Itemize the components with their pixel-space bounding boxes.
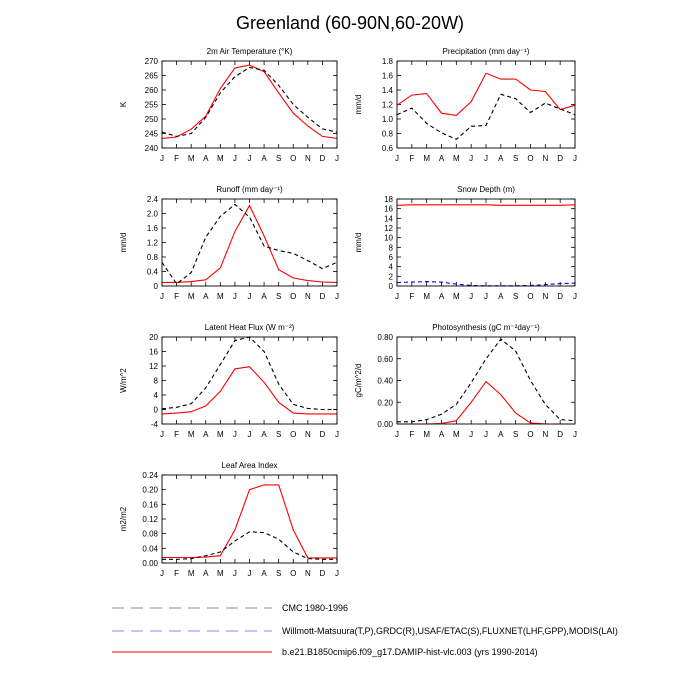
obs-series-line [397, 94, 575, 139]
plot-frame [162, 337, 337, 424]
y-tick-label: 2.0 [146, 209, 158, 219]
x-tick-label: D [319, 154, 326, 163]
panel-title: 2m Air Temperature (°K) [206, 47, 293, 56]
y-tick-label: 10 [384, 233, 393, 243]
plot-frame [397, 199, 575, 286]
x-tick-label: O [527, 292, 534, 301]
model-series-line [162, 206, 337, 283]
y-axis-label: gC/m^2/d [354, 363, 363, 398]
x-tick-label: J [484, 154, 488, 163]
x-tick-label: S [512, 154, 519, 163]
x-tick-label: M [423, 292, 431, 301]
obs-series-line [397, 339, 575, 422]
x-tick-label: J [469, 292, 474, 301]
x-tick-label: O [290, 292, 297, 301]
chart-panel-7 [119, 461, 339, 578]
plot-frame [162, 61, 337, 148]
y-tick-label: 0.4 [146, 267, 158, 277]
x-tick-label: M [216, 569, 224, 578]
y-tick-label: 0.20 [377, 398, 393, 408]
chart-panel-2 [354, 47, 577, 163]
x-tick-label: F [174, 154, 180, 163]
x-tick-label: J [232, 430, 237, 439]
x-tick-label: D [557, 154, 564, 163]
y-tick-label: 265 [144, 71, 158, 81]
y-tick-label: 0.40 [377, 376, 393, 386]
panel-title: Precipitation (mm day⁻¹) [442, 47, 530, 56]
x-tick-label: M [452, 154, 460, 163]
x-tick-label: N [304, 154, 311, 163]
x-tick-label: J [247, 569, 252, 578]
obs-series-line [162, 67, 337, 136]
plot-frame [397, 337, 575, 424]
x-tick-label: J [232, 292, 237, 301]
y-tick-label: 1.2 [146, 238, 158, 248]
x-tick-label: A [203, 154, 209, 163]
y-tick-label: -4 [150, 420, 158, 429]
y-tick-label: 12 [384, 224, 393, 233]
y-tick-label: 6 [388, 253, 393, 262]
x-tick-label: J [395, 292, 399, 301]
y-tick-label: 0 [388, 282, 393, 291]
figure-title: Greenland (60-90N,60-20W) [235, 13, 465, 33]
x-tick-label: N [304, 569, 311, 578]
y-tick-label: 16 [384, 204, 393, 214]
panel-title: Latent Heat Flux (W m⁻²) [204, 323, 295, 332]
y-tick-label: 240 [144, 144, 158, 153]
y-tick-label: 0.08 [142, 529, 158, 539]
y-tick-label: 4 [388, 262, 393, 272]
x-tick-label: N [304, 430, 311, 439]
y-tick-label: 0.20 [142, 485, 158, 495]
chart-panel-1 [119, 47, 339, 163]
x-tick-label: F [409, 154, 415, 163]
y-tick-label: 260 [144, 86, 158, 95]
y-tick-label: 1.2 [381, 100, 393, 110]
x-tick-label: J [484, 430, 488, 439]
x-tick-label: A [261, 292, 267, 301]
x-tick-label: F [174, 430, 180, 439]
x-tick-label: J [484, 292, 488, 301]
x-tick-label: D [319, 292, 326, 301]
y-tick-label: 1.6 [146, 224, 158, 233]
x-tick-label: J [573, 292, 577, 301]
legend [112, 603, 618, 657]
x-tick-label: S [512, 430, 519, 439]
x-tick-label: F [409, 292, 415, 301]
x-tick-label: J [395, 154, 399, 163]
y-tick-label: 1.6 [381, 71, 393, 81]
x-tick-label: N [304, 292, 311, 301]
y-tick-label: 0.24 [142, 471, 158, 480]
panel-title: Leaf Area Index [221, 461, 278, 470]
x-tick-label: M [187, 569, 195, 578]
x-tick-label: M [452, 430, 460, 439]
model-series-line [397, 73, 575, 115]
x-tick-label: S [275, 154, 282, 163]
y-tick-label: 0.8 [146, 253, 158, 262]
y-tick-label: 2.4 [146, 195, 158, 204]
y-tick-label: 0.00 [142, 559, 158, 568]
y-tick-label: 4 [153, 391, 158, 400]
model-series-line [397, 205, 575, 206]
y-tick-label: 0.16 [142, 500, 158, 510]
x-tick-label: O [290, 569, 297, 578]
y-tick-label: 0 [153, 282, 158, 291]
panel-title: Photosynthesis (gC m⁻²day⁻¹) [432, 323, 540, 332]
x-tick-label: J [247, 292, 252, 301]
y-tick-label: 1.8 [381, 57, 393, 66]
x-tick-label: J [335, 430, 339, 439]
x-tick-label: O [527, 430, 534, 439]
y-tick-label: 270 [144, 57, 158, 66]
x-tick-label: J [335, 569, 339, 578]
x-tick-label: O [527, 154, 534, 163]
x-tick-label: J [335, 292, 339, 301]
y-tick-label: 0.60 [377, 354, 393, 364]
x-tick-label: F [409, 430, 415, 439]
x-tick-label: A [498, 154, 504, 163]
x-tick-label: J [469, 154, 474, 163]
x-tick-label: A [261, 154, 267, 163]
x-tick-label: D [557, 292, 564, 301]
x-tick-label: S [275, 569, 282, 578]
model-series-line [162, 485, 337, 558]
y-tick-label: 0.04 [142, 544, 158, 554]
x-tick-label: N [542, 430, 549, 439]
y-tick-label: 18 [384, 195, 393, 204]
y-axis-label: mm/d [119, 232, 128, 253]
y-tick-label: 20 [149, 333, 158, 342]
x-tick-label: A [203, 430, 209, 439]
x-tick-label: D [319, 430, 326, 439]
chart-panel-3 [119, 185, 339, 301]
obs-series-line [162, 532, 337, 560]
y-tick-label: 0.6 [381, 144, 393, 153]
x-tick-label: J [232, 154, 237, 163]
x-tick-label: A [498, 292, 504, 301]
x-tick-label: M [452, 292, 460, 301]
y-tick-label: 0.8 [381, 129, 393, 139]
x-tick-label: M [423, 154, 431, 163]
x-tick-label: J [335, 154, 339, 163]
x-tick-label: S [512, 292, 519, 301]
y-tick-label: 2 [388, 272, 393, 282]
chart-panel-5 [119, 323, 339, 439]
panel-title: Snow Depth (m) [457, 185, 515, 194]
x-tick-label: F [174, 569, 180, 578]
panel-title: Runoff (mm day⁻¹) [216, 185, 283, 194]
legend-label: b.e21.B1850cmip6.f09_g17.DAMIP-hist-vlc.003 (yrs 1990-2014) [282, 647, 538, 657]
obs-series-line [162, 204, 337, 283]
x-tick-label: M [216, 430, 224, 439]
x-tick-label: J [469, 430, 474, 439]
x-tick-label: A [438, 430, 445, 439]
y-axis-label: W/m^2 [119, 368, 128, 393]
x-tick-label: M [187, 430, 195, 439]
x-tick-label: O [290, 154, 297, 163]
plot-frame [162, 475, 337, 563]
y-tick-label: 0.12 [142, 515, 158, 524]
y-axis-label: mm/d [354, 232, 363, 253]
x-tick-label: O [290, 430, 297, 439]
y-tick-label: 245 [144, 129, 158, 139]
x-tick-label: J [573, 154, 577, 163]
model-series-line [162, 367, 337, 414]
x-tick-label: F [174, 292, 180, 301]
x-tick-label: M [216, 154, 224, 163]
panels [119, 47, 577, 578]
y-tick-label: 16 [149, 347, 158, 357]
y-tick-label: 0.80 [377, 333, 393, 342]
x-tick-label: J [160, 430, 164, 439]
obs-series-line [162, 337, 337, 410]
y-tick-label: 250 [144, 115, 158, 124]
x-tick-label: M [187, 292, 195, 301]
x-tick-label: J [160, 154, 164, 163]
x-tick-label: J [160, 569, 164, 578]
y-tick-label: 14 [384, 214, 393, 224]
legend-label: CMC 1980-1996 [282, 603, 349, 613]
x-tick-label: D [319, 569, 326, 578]
x-tick-label: M [187, 154, 195, 163]
x-tick-label: N [542, 292, 549, 301]
y-tick-label: 0 [153, 405, 158, 415]
x-tick-label: A [438, 292, 445, 301]
x-tick-label: M [423, 430, 431, 439]
y-tick-label: 1.4 [381, 86, 393, 95]
y-tick-label: 1.0 [381, 115, 393, 124]
x-tick-label: N [542, 154, 549, 163]
x-tick-label: J [160, 292, 164, 301]
x-tick-label: J [573, 430, 577, 439]
model-series-line [162, 65, 337, 138]
x-tick-label: S [275, 430, 282, 439]
plot-frame [162, 199, 337, 286]
y-axis-label: m2/m2 [119, 506, 128, 532]
chart-panel-6 [354, 323, 577, 439]
y-tick-label: 8 [153, 376, 158, 386]
legend-label: Willmott-Matsuura(T,P),GRDC(R),USAF/ETAC(S),FLUXNET(LHF,GPP),MODIS(LAI) [282, 626, 618, 636]
x-tick-label: A [203, 292, 209, 301]
x-tick-label: J [247, 154, 252, 163]
x-tick-label: A [438, 154, 445, 163]
x-tick-label: J [247, 430, 252, 439]
y-tick-label: 8 [388, 243, 393, 253]
chart-panel-4 [354, 185, 577, 301]
x-tick-label: J [395, 430, 399, 439]
y-tick-label: 255 [144, 100, 158, 110]
x-tick-label: A [203, 569, 209, 578]
x-tick-label: D [557, 430, 564, 439]
x-tick-label: A [261, 569, 267, 578]
x-tick-label: S [275, 292, 282, 301]
y-axis-label: mm/d [354, 94, 363, 115]
x-tick-label: J [232, 569, 237, 578]
x-tick-label: A [498, 430, 504, 439]
y-axis-label: K [119, 101, 128, 108]
x-tick-label: A [261, 430, 267, 439]
model-series-line [397, 382, 575, 424]
y-tick-label: 0.00 [377, 420, 393, 429]
y-tick-label: 12 [149, 362, 158, 371]
x-tick-label: M [216, 292, 224, 301]
